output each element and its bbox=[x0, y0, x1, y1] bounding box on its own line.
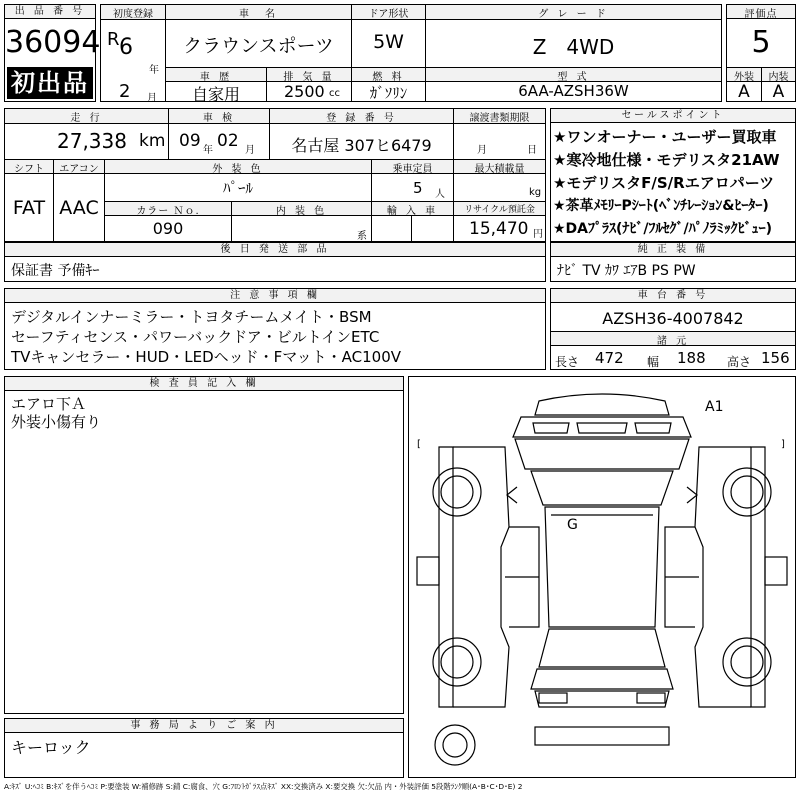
car-name: クラウンスポーツ bbox=[183, 35, 334, 57]
color-no-value: 090 bbox=[152, 219, 184, 238]
inspection-year: 09 bbox=[179, 131, 201, 151]
bracket-open: [ bbox=[417, 439, 421, 450]
equipment-label: 純 正 装 備 bbox=[551, 243, 795, 257]
history-label: 車 歴 bbox=[166, 68, 266, 81]
sales-point-item: ★茶革ﾒﾓﾘｰPｼｰﾄ(ﾍﾞﾝﾁﾚｰｼｮﾝ&ﾋｰﾀｰ) bbox=[553, 198, 769, 214]
displacement-unit: cc bbox=[329, 88, 340, 99]
notes-block bbox=[4, 288, 546, 370]
later-parts-value: 保証書 予備ｷｰ bbox=[11, 263, 100, 279]
sales-point-item: ★ワンオーナー・ユーザー買取車 bbox=[553, 128, 777, 146]
doors-value: 5W bbox=[373, 31, 404, 53]
length-value: 472 bbox=[595, 349, 624, 367]
lot-label: 出 品 番 号 bbox=[5, 5, 95, 19]
recycle-unit: 円 bbox=[533, 229, 543, 240]
sales-point-item: ★DAﾌﾟﾗｽ(ﾅﾋﾞ/ﾌﾙｾｸﾞ/ﾊﾟﾉﾗﾐｯｸﾋﾞｭｰ) bbox=[553, 221, 773, 237]
height-value: 156 bbox=[761, 349, 790, 367]
damage-diagram bbox=[408, 376, 796, 778]
transfer-label: 譲渡書類期限 bbox=[454, 109, 545, 123]
month-unit: 月 bbox=[147, 93, 157, 104]
color-value: ﾊﾟｰﾙ bbox=[222, 179, 253, 197]
mark-front-right: A1 bbox=[705, 399, 724, 415]
lot-block bbox=[4, 4, 101, 102]
recycle-label: リサイクル預託金 bbox=[454, 202, 545, 215]
ac-label: エアコン bbox=[54, 160, 104, 173]
capacity-label: 乗車定員 bbox=[372, 160, 453, 173]
inspector-block bbox=[4, 376, 404, 714]
score-label: 評価点 bbox=[727, 5, 795, 19]
capacity-unit: 人 bbox=[435, 189, 445, 200]
transfer-month-unit: 月 bbox=[477, 145, 487, 156]
mark-roof: G bbox=[567, 517, 578, 533]
later-parts-label: 後 日 発 送 部 品 bbox=[5, 243, 545, 257]
mileage-unit: km bbox=[139, 131, 166, 151]
lot-number: 36094 bbox=[5, 25, 101, 60]
first-listing-badge: 初出品 bbox=[7, 67, 93, 99]
car-name-label: 車 名 bbox=[166, 5, 351, 19]
load-unit: kg bbox=[529, 187, 542, 198]
interior-color-unit: 系 bbox=[357, 231, 367, 242]
displacement-value: 2500 bbox=[284, 82, 325, 101]
color-no-label: カラー Ｎｏ. bbox=[105, 202, 231, 215]
exterior-grade: A bbox=[738, 82, 750, 102]
damage-legend: A:ｷｽﾞ U:ﾍｺﾐ B:ｷｽﾞを伴うﾍｺﾐ P:要塗装 W:補修跡 S:錆 C:腐食、穴 G:ﾌﾛﾝﾄｶﾞﾗｽ点ｷｽﾞ XX:交換済み X:要交換 欠:欠品 内・外装評価 5段階ﾗﾝｸ順(A･B･C･D･E) 2 bbox=[4, 782, 523, 791]
inspection-month-unit: 月 bbox=[245, 145, 255, 156]
plate-label: 登 録 番 号 bbox=[270, 109, 453, 123]
vehicle-details-block bbox=[4, 108, 546, 242]
fuel-value: ｶﾞｿﾘﾝ bbox=[369, 84, 408, 102]
shift-value: FAT bbox=[12, 197, 46, 219]
office-label: 事 務 局 よ り ご 案 内 bbox=[5, 719, 403, 733]
shift-label: シフト bbox=[5, 160, 53, 173]
model-code-value: 6AA-AZSH36W bbox=[518, 82, 629, 100]
equipment-value: ﾅﾋﾞ TV ｶﾜ ｴｱB PS PW bbox=[557, 263, 696, 279]
chassis-label: 車 台 番 号 bbox=[551, 289, 795, 303]
office-value: キーロック bbox=[11, 738, 91, 757]
doors-label: ドア形状 bbox=[352, 5, 425, 19]
first-reg-label: 初度登録 bbox=[101, 5, 165, 19]
height-label: 高さ bbox=[727, 355, 752, 369]
notes-line: セーフティセンス・パワーバックドア・ビルトインETC bbox=[11, 328, 380, 346]
score-value: 5 bbox=[751, 25, 771, 60]
year-unit: 年 bbox=[149, 65, 159, 76]
import-label: 輸 入 車 bbox=[372, 202, 453, 215]
office-block bbox=[4, 718, 404, 778]
sales-point-item: ★モデリスタF/S/Rエアロパーツ bbox=[553, 174, 775, 192]
notes-label: 注 意 事 項 欄 bbox=[5, 289, 545, 303]
sales-points-label: セールスポイント bbox=[551, 109, 795, 123]
fuel-label: 燃 料 bbox=[352, 68, 425, 81]
grade-label: グ レ ー ド bbox=[426, 5, 721, 19]
era: R bbox=[107, 29, 120, 50]
inspector-label: 検 査 員 記 入 欄 bbox=[5, 377, 403, 391]
car-outline-diagram bbox=[409, 377, 795, 777]
ac-value: AAC bbox=[59, 197, 99, 219]
recycle-value: 15,470 bbox=[469, 219, 529, 239]
bracket-close: ] bbox=[781, 439, 785, 450]
sales-points-block bbox=[550, 108, 796, 242]
dims-label: 諸 元 bbox=[551, 332, 795, 346]
reg-month: 2 bbox=[119, 81, 131, 102]
chassis-block bbox=[550, 288, 796, 370]
score-block bbox=[726, 4, 796, 102]
notes-line: TVキャンセラー・HUD・LEDヘッド・Fマット・AC100V bbox=[11, 348, 402, 366]
color-label: 外 装 色 bbox=[105, 160, 371, 173]
exterior-grade-label: 外装 bbox=[727, 68, 761, 81]
reg-year: 6 bbox=[119, 35, 133, 60]
mileage-value: 27,338 bbox=[57, 129, 127, 153]
mileage-label: 走 行 bbox=[5, 109, 168, 123]
sales-point-item: ★寒冷地仕様・モデリスタ21AW bbox=[553, 151, 780, 169]
top-info-block bbox=[100, 4, 722, 102]
grade-value: Z 4WD bbox=[532, 35, 615, 59]
model-code-label: 型 式 bbox=[426, 68, 721, 81]
displacement-label: 排 気 量 bbox=[267, 68, 351, 81]
inspection-label: 車 検 bbox=[169, 109, 269, 123]
history-value: 自家用 bbox=[191, 85, 240, 104]
chassis-value: AZSH36-4007842 bbox=[602, 309, 744, 328]
inspector-line: エアロ下Ａ bbox=[11, 395, 87, 413]
width-label: 幅 bbox=[647, 355, 660, 369]
inspection-month: 02 bbox=[217, 131, 239, 151]
width-value: 188 bbox=[677, 349, 706, 367]
load-label: 最大積載量 bbox=[454, 160, 545, 173]
inspector-line: 外装小傷有り bbox=[11, 413, 102, 431]
later-parts-block bbox=[4, 242, 546, 282]
equipment-block bbox=[550, 242, 796, 282]
length-label: 長さ bbox=[555, 355, 580, 369]
inspection-year-unit: 年 bbox=[203, 145, 213, 156]
interior-grade: A bbox=[772, 82, 785, 102]
transfer-day-unit: 日 bbox=[527, 145, 537, 156]
capacity-value: 5 bbox=[413, 179, 423, 197]
notes-line: デジタルインナーミラー・トヨタチームメイト・BSM bbox=[11, 308, 372, 326]
interior-grade-label: 内装 bbox=[762, 68, 795, 81]
plate-value: 名古屋 307ヒ6479 bbox=[291, 136, 432, 155]
interior-color-label: 内 装 色 bbox=[232, 202, 371, 215]
